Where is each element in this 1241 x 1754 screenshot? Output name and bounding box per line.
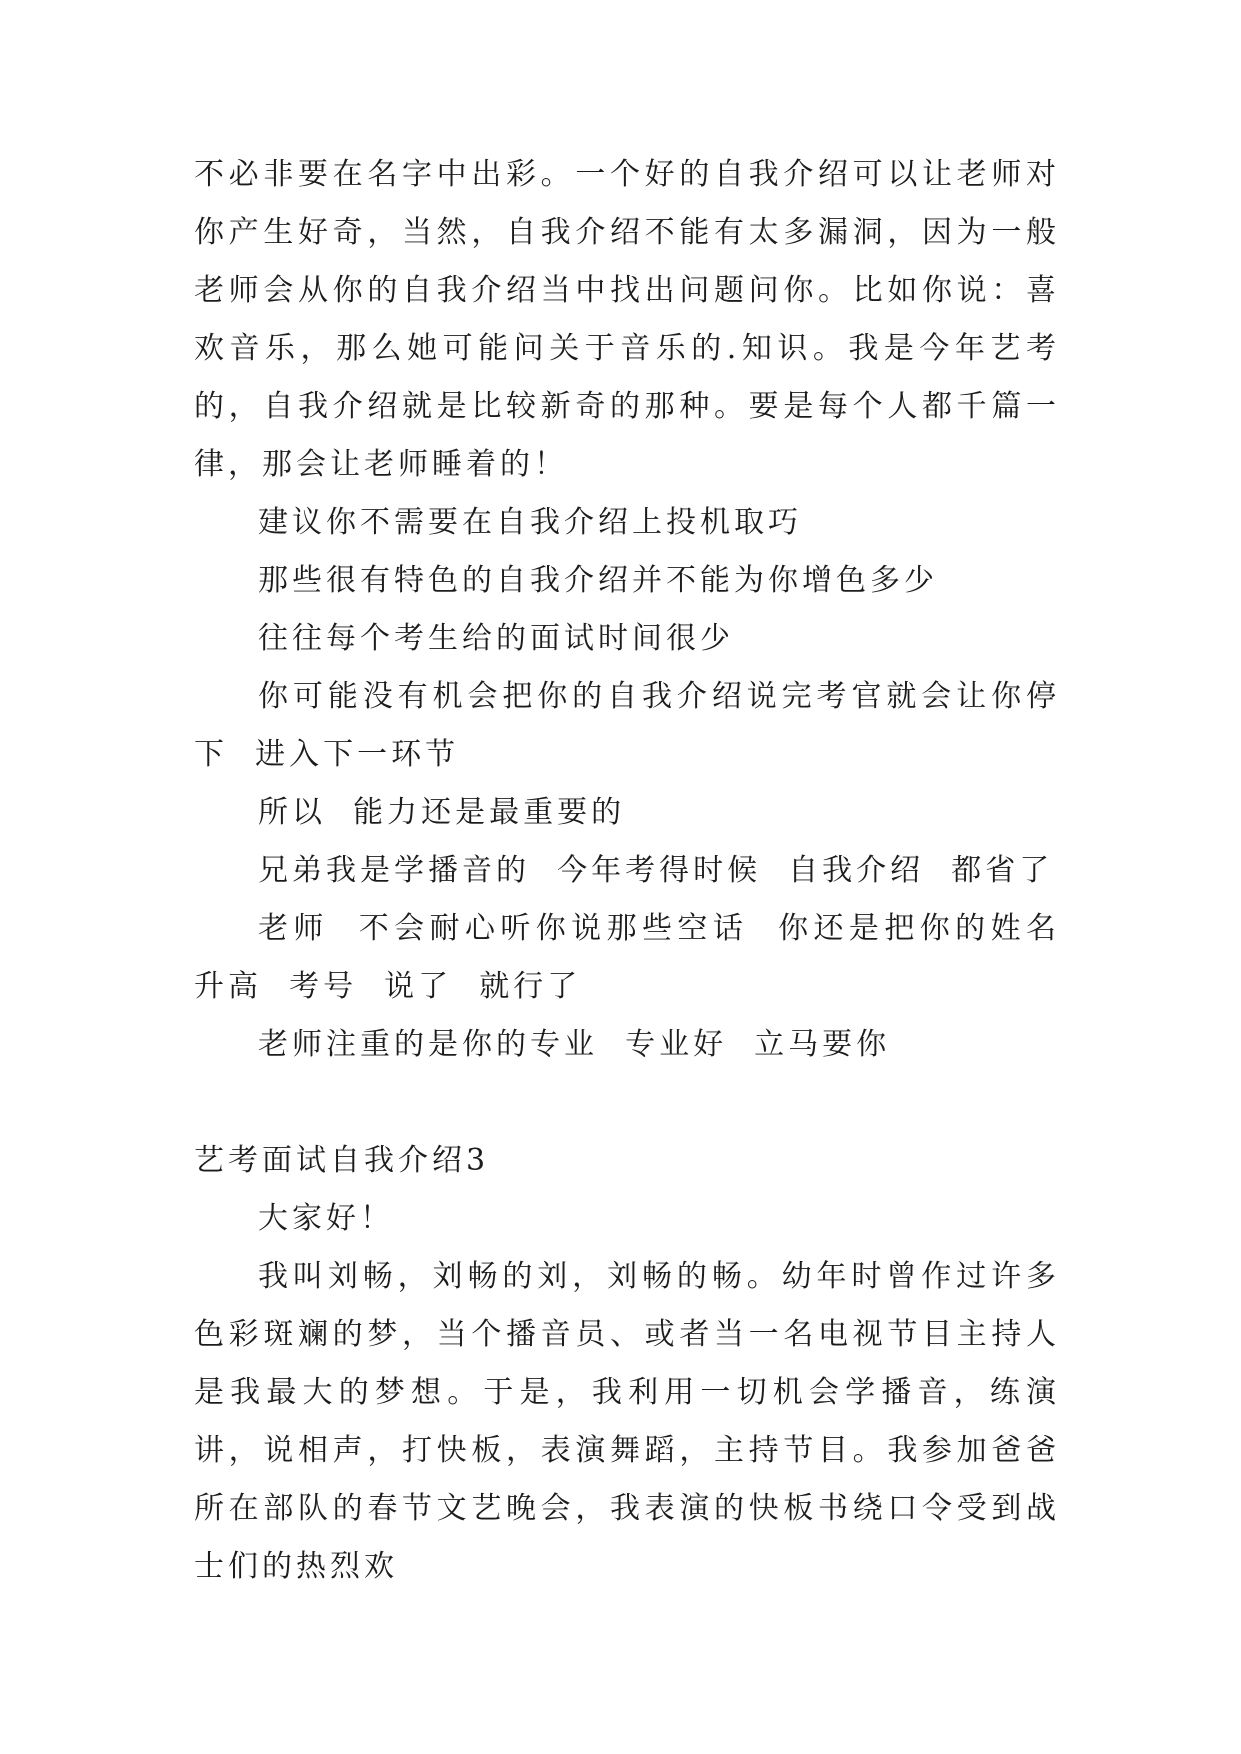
paragraph-teacher-patience: 老师 不会耐心听你说那些空话 你还是把你的姓名 升高 考号 说了 就行了 xyxy=(194,911,1088,1004)
paragraph-self-intro: 我叫刘畅，刘畅的刘，刘畅的畅。幼年时曾作过许多色彩斑斓的梦，当个播音员、或者当一名电视节目主持人是我最大的梦想。于是，我利用一切机会学播音，练演讲，说相声，打快板，表演舞蹈，主持节目。我参加爸爸所在部队的春节文艺晚会，我表演的快板书绕口令受到战士们的热烈欢 xyxy=(194,1259,1060,1584)
paragraph-ability: 所以 能力还是最重要的 xyxy=(258,795,626,830)
paragraph-intro-advice: 不必非要在名字中出彩。一个好的自我介绍可以让老师对你产生好奇，当然，自我介绍不能有太多漏洞，因为一般老师会从你的自我介绍当中找出问题问你。比如你说：喜欢音乐，那么她可能问关于音乐的.知识。我是今年艺考的，自我介绍就是比较新奇的那种。要是每个人都千篇一律，那会让老师睡着的！ xyxy=(194,157,1060,482)
section-heading: 艺考面试自我介绍3 xyxy=(194,1143,490,1178)
paragraph-examiner-stop: 你可能没有机会把你的自我介绍说完考官就会让你停下 进入下一环节 xyxy=(194,679,1060,772)
paragraph-greeting: 大家好！ xyxy=(258,1201,394,1236)
section-spacer xyxy=(194,1074,1060,1132)
paragraph-interview-time: 往往每个考生给的面试时间很少 xyxy=(258,621,734,656)
paragraph-feature-intro: 那些很有特色的自我介绍并不能为你增色多少 xyxy=(258,563,938,598)
paragraph-no-tricks: 建议你不需要在自我介绍上投机取巧 xyxy=(258,505,802,540)
paragraph-broadcasting: 兄弟我是学播音的 今年考得时候 自我介绍 都省了 xyxy=(258,853,1054,888)
document-body xyxy=(194,146,1088,1596)
paragraph-major-focus: 老师注重的是你的专业 专业好 立马要你 xyxy=(258,1027,891,1062)
